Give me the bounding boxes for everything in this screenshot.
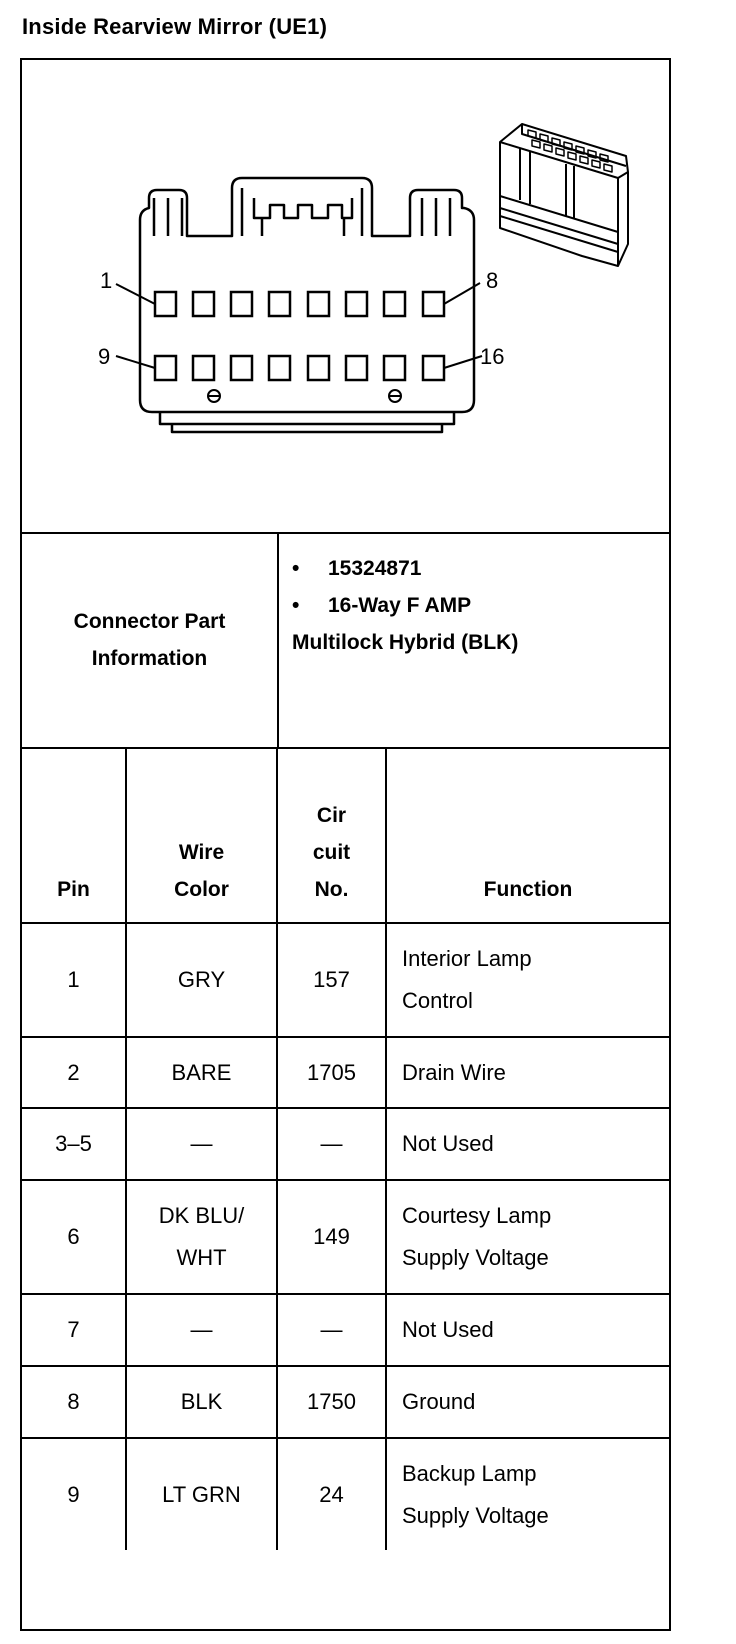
table-row [22,1294,669,1366]
table-row [22,1438,669,1550]
table-row [22,1108,669,1180]
part-info-label-line2: Information [91,646,208,670]
pin-cell: 8 [22,1366,126,1438]
pinout-table [22,747,669,1550]
function-cell: Backup Lamp Supply Voltage [386,1438,669,1550]
function-cell: Drain Wire [386,1037,669,1108]
connector-description-line2: Multilock Hybrid (BLK) [292,631,519,654]
circuit-cell: 157 [277,923,386,1037]
pin-label-16: 16 [480,344,505,369]
table-row [22,923,669,1037]
connector-face-illustration [22,60,669,532]
bullet-icon: • [292,594,300,617]
part-info-details [292,550,518,661]
part-info-label-line1: Connector Part [73,609,226,633]
pin-label-1: 1 [100,268,113,293]
header-circuit-number: Cir cuit No. [277,747,386,923]
cavity-row-1 [155,292,444,316]
circuit-cell: — [277,1294,386,1366]
function-cell: Interior Lamp Control [386,923,669,1037]
connector-part-information [22,532,669,749]
table-row [22,1366,669,1438]
table-row [22,1037,669,1108]
header-function: Function [386,747,669,923]
wire-color-cell: — [126,1294,277,1366]
cavity-row-2 [155,356,444,380]
header-wire-color: Wire Color [126,747,277,923]
wire-color-cell: — [126,1108,277,1180]
connector-3d-icon [500,124,628,266]
pin-label-8: 8 [486,268,499,293]
pin-cell: 3–5 [22,1108,126,1180]
pin-cell: 6 [22,1180,126,1294]
bullet-icon: • [292,557,300,580]
function-cell: Not Used [386,1108,669,1180]
pin-cell: 2 [22,1037,126,1108]
circuit-cell: 1750 [277,1366,386,1438]
connector-diagram [22,60,669,534]
circuit-cell: 24 [277,1438,386,1550]
part-number: 15324871 [328,557,422,580]
pin-cell: 7 [22,1294,126,1366]
circuit-cell: 149 [277,1180,386,1294]
wire-color-cell: GRY [126,923,277,1037]
connector-sheet [20,58,671,1631]
table-header-row [22,747,669,923]
table-row [22,1180,669,1294]
pin-cell: 9 [22,1438,126,1550]
header-pin: Pin [22,747,126,923]
circuit-cell: 1705 [277,1037,386,1108]
connector-description-line1: 16-Way F AMP [328,594,472,617]
wire-color-cell: LT GRN [126,1438,277,1550]
part-info-label [22,532,279,747]
pin-label-9: 9 [98,344,111,369]
wire-color-cell: BLK [126,1366,277,1438]
page-title: Inside Rearview Mirror (UE1) [22,14,328,39]
wire-color-cell: DK BLU/ WHT [126,1180,277,1294]
pin-cell: 1 [22,923,126,1037]
function-cell: Courtesy Lamp Supply Voltage [386,1180,669,1294]
function-cell: Ground [386,1366,669,1438]
function-cell: Not Used [386,1294,669,1366]
wire-color-cell: BARE [126,1037,277,1108]
circuit-cell: — [277,1108,386,1180]
